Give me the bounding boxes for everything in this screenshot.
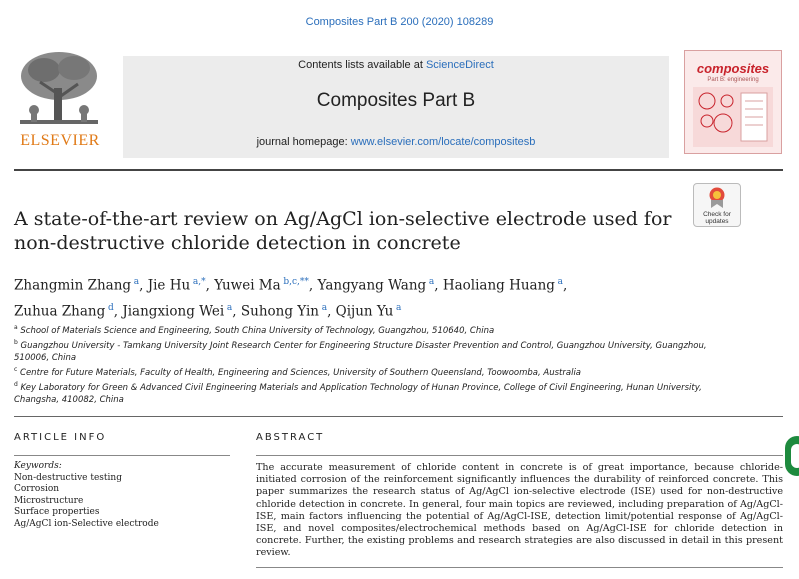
keyword-item[interactable]: Non-destructive testing xyxy=(14,472,122,483)
affiliation-text: School of Materials Science and Engineering, South China University of Technology, Guangzhou, 510640, China xyxy=(20,325,495,336)
journal-cover-image[interactable] xyxy=(684,50,782,154)
author-separator: , xyxy=(563,277,568,294)
keyword-item[interactable]: Corrosion xyxy=(14,484,60,494)
article-title-line1: A state-of-the-art review on Ag/AgCl ion-selective electrode used for xyxy=(14,208,672,230)
author-separator: , xyxy=(327,303,336,319)
abstract-text: The accurate measurement of chloride content in concrete is of great importance, because chloride-initiated corrosion of the reinforcement significantly influences the durability of reinforced concrete. This paper summarizes the research status of Ag/AgCl ion-selective electrode (ISE) used for non-destructive chloride detection in concrete. In general, four main topics are reviewed, including preparation of Ag/AgCl-ISE, main factors influencing the potential of Ag/AgCl-ISE, detection limit/potential response of Ag/AgCl-ISE, and novel composites/electrochemical methods based on Ag/AgCl-ISE for chloride detection in concrete. Further, the existing problems and research strategies are also discussed in detail in this present review. xyxy=(256,462,783,559)
homepage-prefix: journal homepage: xyxy=(256,136,351,148)
keyword-item[interactable]: Ag/AgCl ion-Selective electrode xyxy=(14,518,159,529)
author-affiliation-mark[interactable]: a xyxy=(133,277,140,287)
affiliation-item xyxy=(14,337,714,364)
elsevier-wordmark[interactable]: ELSEVIER xyxy=(20,132,100,149)
affiliation-text: Key Laboratory for Green & Advanced Civil Engineering Materials and Application Technology of Hunan Province, College of Civil Engineering, Hunan University, Changsha, 410082, China xyxy=(14,383,702,405)
author-affiliation-mark[interactable]: a,* xyxy=(192,277,206,287)
affiliations xyxy=(14,322,714,406)
author-separator: , xyxy=(434,277,443,294)
author-name[interactable]: Yangyang Wang xyxy=(317,277,427,294)
author-name[interactable]: Haoliang Huang xyxy=(442,277,555,294)
affiliation-item xyxy=(14,322,714,337)
keywords-list xyxy=(14,473,234,531)
check-for-updates-badge[interactable] xyxy=(693,183,741,227)
contents-prefix: Contents lists available at xyxy=(298,59,426,71)
keyword-item[interactable]: Microstructure xyxy=(14,495,84,506)
scroll-thumb[interactable] xyxy=(791,444,799,468)
floating-scroll-widget[interactable] xyxy=(785,436,799,476)
author-separator: , xyxy=(113,303,123,319)
affiliation-key: b xyxy=(14,339,18,347)
article-title xyxy=(14,207,674,255)
header-divider xyxy=(14,169,783,171)
contents-line xyxy=(123,59,669,71)
author-affiliation-mark[interactable]: a xyxy=(321,302,328,313)
affiliation-item xyxy=(14,379,714,406)
abstract-heading: ABSTRACT xyxy=(256,432,325,443)
section-divider xyxy=(14,416,783,417)
author-separator: , xyxy=(232,303,241,319)
author-name[interactable]: Jie Hu xyxy=(147,277,191,294)
author-affiliation-mark[interactable]: d xyxy=(107,302,114,313)
affiliation-key: d xyxy=(14,381,18,389)
homepage-line xyxy=(123,136,669,148)
keywords-label: Keywords: xyxy=(14,461,62,471)
author-name[interactable]: Zhangmin Zhang xyxy=(14,277,132,294)
author-affiliation-mark[interactable]: b,c,** xyxy=(283,277,309,287)
sciencedirect-link[interactable]: ScienceDirect xyxy=(425,59,494,71)
affiliation-key: c xyxy=(14,366,18,374)
updates-label-line2: updates xyxy=(705,218,729,225)
keyword-item[interactable]: Surface properties xyxy=(14,507,100,517)
author-affiliation-mark[interactable]: a xyxy=(396,302,402,313)
article-info-rule xyxy=(14,455,230,456)
author-name[interactable]: Qijun Yu xyxy=(335,303,394,319)
abstract-rule xyxy=(256,455,783,456)
author-name[interactable]: Zuhua Zhang xyxy=(14,303,106,319)
author-list xyxy=(14,271,714,322)
keywords-block xyxy=(14,461,234,530)
journal-name: Composites Part B xyxy=(316,90,476,111)
cover-title: composites xyxy=(696,61,770,76)
updates-label-line1: Check for xyxy=(703,211,731,218)
journal-reference[interactable]: Composites Part B 200 (2020) 108289 xyxy=(305,16,494,28)
cover-subtitle: Part B: engineering xyxy=(707,77,759,83)
affiliation-key: a xyxy=(14,324,18,331)
article-title-line2: non-destructive chloride detection in concrete xyxy=(14,232,461,254)
updates-ribbon-icon xyxy=(708,187,726,209)
affiliation-text: Centre for Future Materials, Faculty of Health, Engineering and Sciences, University of Southern Queensland, Toowoomba, Australia xyxy=(20,367,582,378)
author-name[interactable]: Jiangxiong Wei xyxy=(122,303,225,319)
article-info-heading: ARTICLE INFO xyxy=(14,432,107,443)
journal-homepage-link[interactable]: www.elsevier.com/locate/compositesb xyxy=(350,136,536,148)
cover-artwork-icon xyxy=(693,87,773,147)
affiliation-item xyxy=(14,364,714,379)
author-affiliation-mark[interactable]: a xyxy=(226,302,233,313)
author-separator: , xyxy=(139,277,148,294)
author-name[interactable]: Suhong Yin xyxy=(240,303,319,319)
updates-label xyxy=(694,211,740,225)
author-separator: , xyxy=(308,277,318,294)
author-affiliation-mark[interactable]: a xyxy=(557,277,564,287)
author-separator: , xyxy=(205,277,215,294)
abstract-bottom-rule xyxy=(256,567,783,568)
author-affiliation-mark[interactable]: a xyxy=(428,277,435,287)
affiliation-text: Guangzhou University - Tamkang University Joint Research Center for Engineering Structure Disaster Prevention and Control, Guangzhou University, Guangzhou, 510006, China xyxy=(14,341,707,363)
author-name[interactable]: Yuwei Ma xyxy=(214,277,281,294)
